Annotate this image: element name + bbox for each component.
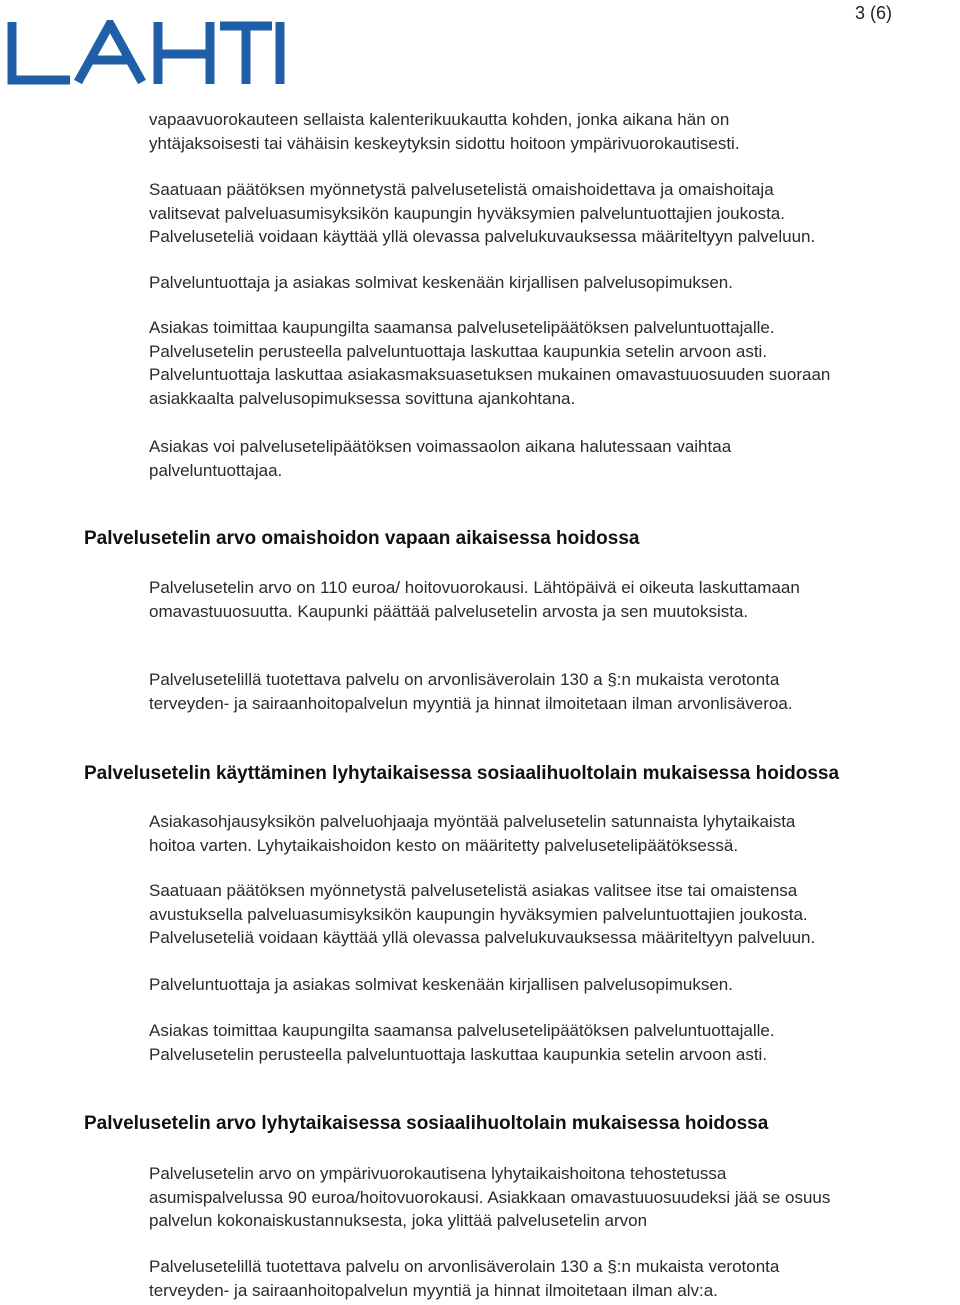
text-line: asumispalvelussa 90 euroa/hoitovuorokausi. Asiakkaan omavastuuosuudeksi jää se osuus [149, 1187, 831, 1207]
paragraph [149, 435, 731, 482]
paragraph [149, 1162, 830, 1233]
text-line: terveyden- ja sairaanhoitopalvelun myyntiä ja hinnat ilmoitetaan ilman arvonlisäveroa. [149, 693, 793, 713]
text-line: hoitoa varten. Lyhytaikaishoidon kesto on määritetty palvelusetelipäätöksessä. [149, 835, 739, 855]
text-line: Palvelusetelin perusteella palveluntuottaja laskuttaa kaupunkia setelin arvoon asti. [149, 341, 768, 361]
text-line: Asiakas toimittaa kaupungilta saamansa palvelusetelipäätöksen palveluntuottajalle. [149, 318, 775, 337]
text-line: Palvelusetelin arvo on ympärivuorokautisena lyhytaikaishoitona tehostetussa [149, 1164, 727, 1183]
text-line: Palveluntuottaja ja asiakas solmivat keskenään kirjallisen palvelusopimuksen. [149, 975, 733, 994]
section-heading: Palvelusetelin käyttäminen lyhytaikaisessa sosiaalihuoltolain mukaisessa hoidossa [84, 763, 840, 784]
text-line: Palveluntuottaja laskuttaa asiakasmaksuasetuksen mukainen omavastuuosuuden suoraan [149, 365, 831, 384]
paragraph [149, 178, 815, 249]
paragraph [149, 576, 800, 623]
paragraph [149, 973, 733, 997]
text-line: Asiakasohjausyksikön palveluohjaaja myöntää palvelusetelin satunnaista lyhytaikaista [149, 812, 796, 831]
paragraph [149, 879, 815, 950]
lahti-logo [6, 20, 286, 91]
text-line: Asiakas voi palvelusetelipäätöksen voimassaolon aikana halutessaan vaihtaa [149, 437, 732, 456]
text-line: palvelun kokonaiskustannuksesta, joka ylittää palvelusetelin arvon [149, 1211, 648, 1230]
text-line: Asiakas toimittaa kaupungilta saamansa palvelusetelipäätöksen palveluntuottajalle. [149, 1021, 775, 1040]
text-line: Palveluseteliä voidaan käyttää yllä olevassa palvelukuvauksessa määriteltyyn palveluun. [149, 928, 816, 947]
paragraph [149, 1019, 775, 1066]
text-line: Saatuaan päätöksen myönnetystä palvelusetelistä omaishoidettava ja omaishoitaja [149, 180, 774, 199]
text-line: Palvelusetelin perusteella palveluntuottaja laskuttaa kaupunkia setelin arvoon asti. [149, 1044, 768, 1064]
paragraph [149, 1255, 779, 1302]
text-line: vapaavuorokauteen sellaista kalenterikuukautta kohden, jonka aikana hän on [149, 110, 730, 129]
paragraph [149, 108, 740, 155]
paragraph [149, 810, 795, 857]
text-line: asiakkaalta palvelusopimuksessa sovittuna ajankohtana. [149, 388, 576, 408]
page-number: 3 (6) [854, 3, 892, 23]
text-line: Saatuaan päätöksen myönnetystä palvelusetelistä asiakas valitsee itse tai omaistensa [149, 881, 798, 900]
text-line: yhtäjaksoisesti tai vähäisin keskeytyksin sidottu hoitoon ympärivuorokautisesti. [149, 133, 740, 153]
paragraph [149, 316, 830, 410]
section-heading: Palvelusetelin arvo omaishoidon vapaan aikaisessa hoidossa [84, 528, 640, 549]
text-line: Palveluseteliä voidaan käyttää yllä olevassa palvelukuvauksessa määriteltyyn palveluun. [149, 227, 816, 246]
paragraph [149, 271, 733, 295]
lahti-logo-mark [6, 20, 286, 86]
text-line: Palvelusetelin arvo on 110 euroa/ hoitovuorokausi. Lähtöpäivä ei oikeuta laskuttamaan [149, 578, 800, 597]
text-line: Palvelusetelillä tuotettava palvelu on arvonlisäverolain 130 a §:n mukaista verotonta [149, 670, 780, 689]
text-line: omavastuuosuutta. Kaupunki päättää palvelusetelin arvosta ja sen muutoksista. [149, 601, 749, 621]
text-line: terveyden- ja sairaanhoitopalvelun myyntiä ja hinnat ilmoitetaan ilman alv:a. [149, 1280, 718, 1300]
paragraph [149, 668, 793, 715]
text-line: valitsevat palveluasumisyksikön kaupungin hyväksymien palveluntuottajien joukosta. [149, 203, 785, 223]
text-line: Palveluntuottaja ja asiakas solmivat keskenään kirjallisen palvelusopimuksen. [149, 273, 733, 292]
section-heading: Palvelusetelin arvo lyhytaikaisessa sosiaalihuoltolain mukaisessa hoidossa [84, 1113, 769, 1134]
text-line: palveluntuottajaa. [149, 460, 283, 480]
text-line: avustuksella palveluasumisyksikön kaupungin hyväksymien palveluntuottajien joukosta. [149, 904, 808, 924]
text-line: Palvelusetelillä tuotettava palvelu on arvonlisäverolain 130 a §:n mukaista verotonta [149, 1257, 780, 1276]
